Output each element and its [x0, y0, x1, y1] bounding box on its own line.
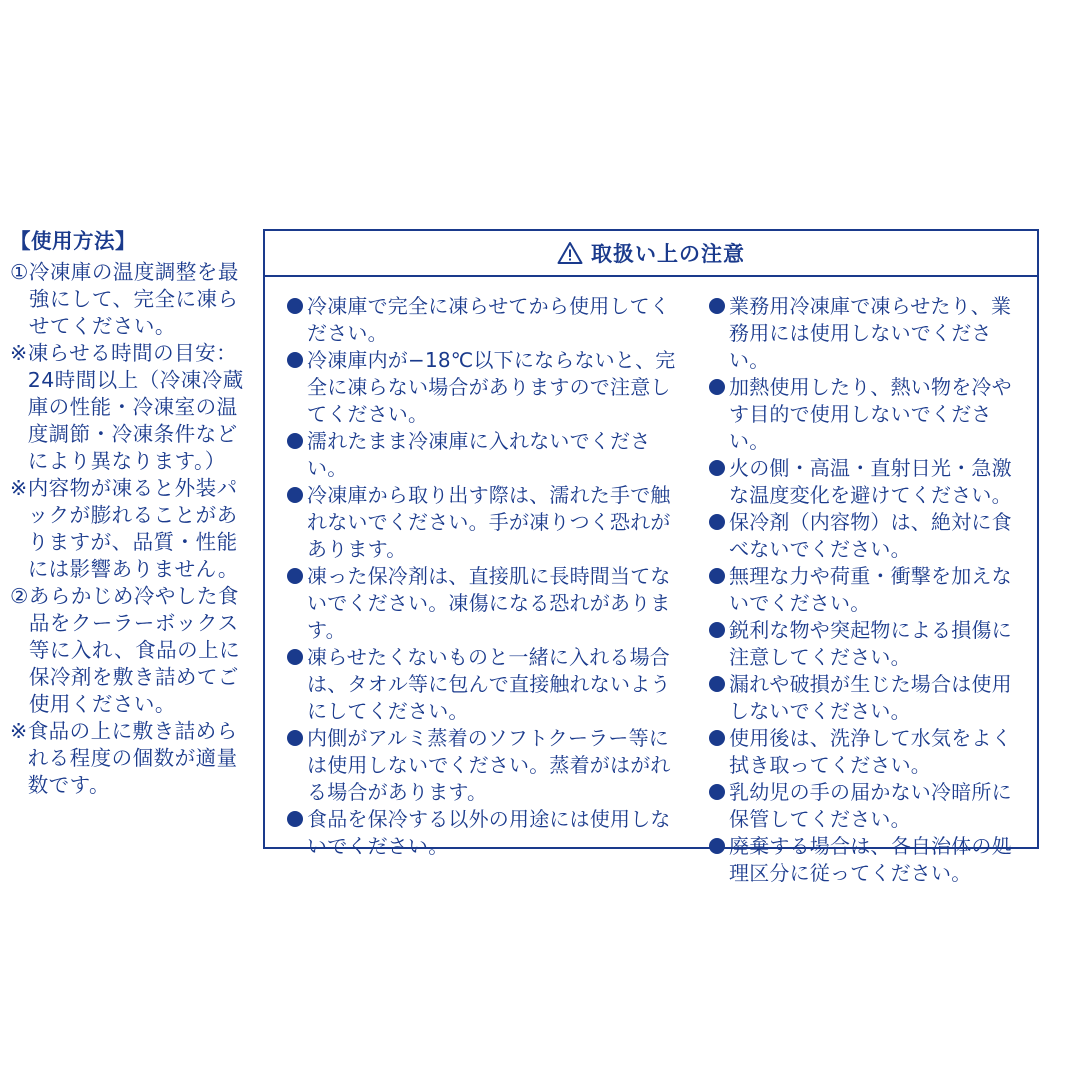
caution-item [287, 482, 685, 563]
bullet-icon [287, 293, 307, 320]
bullet-icon [709, 563, 729, 590]
usage-item-text: あらかじめ冷やした食品をクーラーボックス等に入れ、食品の上に保冷剤を敷き詰めてご使用ください。 [28, 584, 241, 716]
caution-item [287, 806, 685, 860]
bullet-icon [709, 374, 729, 401]
caution-item [287, 563, 685, 644]
caution-item-text: 内側がアルミ蒸着のソフトクーラー等には使用しないでください。蒸着がはがれる場合があります。 [307, 726, 671, 804]
caution-item-text: 火の側・高温・直射日光・急激な温度変化を避けてください。 [729, 456, 1012, 507]
usage-item [10, 475, 250, 583]
bullet-icon [709, 671, 729, 698]
usage-title: 【使用方法】 [10, 229, 136, 253]
caution-item [709, 374, 1025, 455]
caution-item-text: 濡れたまま冷凍庫に入れないでください。 [307, 429, 651, 480]
caution-item [287, 725, 685, 806]
bullet-icon [709, 779, 729, 806]
caution-item [709, 563, 1025, 617]
bullet-icon [287, 806, 307, 833]
bullet-icon [709, 617, 729, 644]
usage-item [10, 340, 250, 475]
usage-item-text: 冷凍庫の温度調整を最強にして、完全に凍らせてください。 [28, 260, 239, 338]
caution-item [709, 833, 1025, 887]
caution-right-column [709, 293, 1025, 887]
bullet-icon [287, 482, 307, 509]
usage-item [10, 718, 250, 799]
usage-item-mark: ※ [10, 341, 28, 365]
usage-item-mark: ② [10, 584, 29, 608]
bullet-icon [709, 509, 729, 536]
bullet-icon [287, 347, 307, 374]
warning-triangle-icon [557, 241, 583, 265]
bullet-icon [287, 428, 307, 455]
usage-item [10, 259, 250, 340]
bullet-icon [709, 833, 729, 860]
caution-item-text: 漏れや破損が生じた場合は使用しないでください。 [729, 672, 1012, 723]
usage-item-text: 内容物が凍ると外装パックが膨れることがありますが、品質・性能には影響ありません。 [27, 476, 239, 581]
caution-item-text: 冷凍庫で完全に凍らせてから使用してください。 [307, 294, 670, 345]
bullet-icon [709, 455, 729, 482]
caution-item-text: 冷凍庫から取り出す際は、濡れた手で触れないでください。手が凍りつく恐れがあります。 [307, 483, 671, 561]
caution-item-text: 無理な力や荷重・衝撃を加えないでください。 [729, 564, 1012, 615]
usage-item [10, 583, 250, 718]
caution-item [709, 617, 1025, 671]
usage-list [10, 259, 250, 799]
caution-item [287, 644, 685, 725]
usage-item-text: 凍らせる時間の目安：24時間以上（冷凍冷蔵庫の性能・冷凍室の温度調節・冷凍条件などにより異なります。） [27, 341, 244, 473]
caution-item-text: 乳幼児の手の届かない冷暗所に保管してください。 [729, 780, 1012, 831]
usage-section [10, 228, 250, 799]
caution-item [287, 293, 685, 347]
caution-item-text: 食品を保冷する以外の用途には使用しないでください。 [307, 807, 671, 858]
bullet-icon [709, 293, 729, 320]
caution-item [709, 509, 1025, 563]
caution-left-column [287, 293, 685, 887]
caution-item [709, 779, 1025, 833]
caution-item-text: 廃棄する場合は、各自治体の処理区分に従ってください。 [729, 834, 1012, 885]
usage-item-mark: ※ [10, 719, 28, 743]
caution-title: 取扱い上の注意 [591, 242, 745, 266]
caution-item-text: 凍らせたくないものと一緒に入れる場合は、タオル等に包んで直接触れないようにしてください。 [307, 645, 671, 723]
caution-item-text: 業務用冷凍庫で凍らせたり、業務用には使用しないでください。 [729, 294, 1012, 372]
caution-item-text: 保冷剤（内容物）は、絶対に食べないでください。 [729, 510, 1012, 561]
caution-item-text: 使用後は、洗浄して水気をよく拭き取ってください。 [729, 726, 1012, 777]
bullet-icon [287, 644, 307, 671]
caution-box [263, 229, 1039, 885]
caution-item [709, 293, 1025, 374]
caution-header [265, 231, 1037, 277]
usage-item-mark: ※ [10, 476, 28, 500]
caution-item [287, 428, 685, 482]
caution-item [287, 347, 685, 428]
caution-item [709, 725, 1025, 779]
caution-item [709, 671, 1025, 725]
caution-item-text: 凍った保冷剤は、直接肌に長時間当てないでください。凍傷になる恐れがあります。 [307, 564, 671, 642]
usage-item-text: 食品の上に敷き詰められる程度の個数が適量数です。 [27, 719, 238, 797]
usage-item-mark: ① [10, 260, 29, 284]
bullet-icon [709, 725, 729, 752]
caution-item [709, 455, 1025, 509]
caution-item-text: 鋭利な物や突起物による損傷に注意してください。 [729, 618, 1012, 669]
caution-item-text: 冷凍庫内が−18℃以下にならないと、完全に凍らない場合がありますので注意してください。 [307, 348, 676, 426]
bullet-icon [287, 725, 307, 752]
bullet-icon [287, 563, 307, 590]
caution-item-text: 加熱使用したり、熱い物を冷やす目的で使用しないでください。 [729, 375, 1012, 453]
